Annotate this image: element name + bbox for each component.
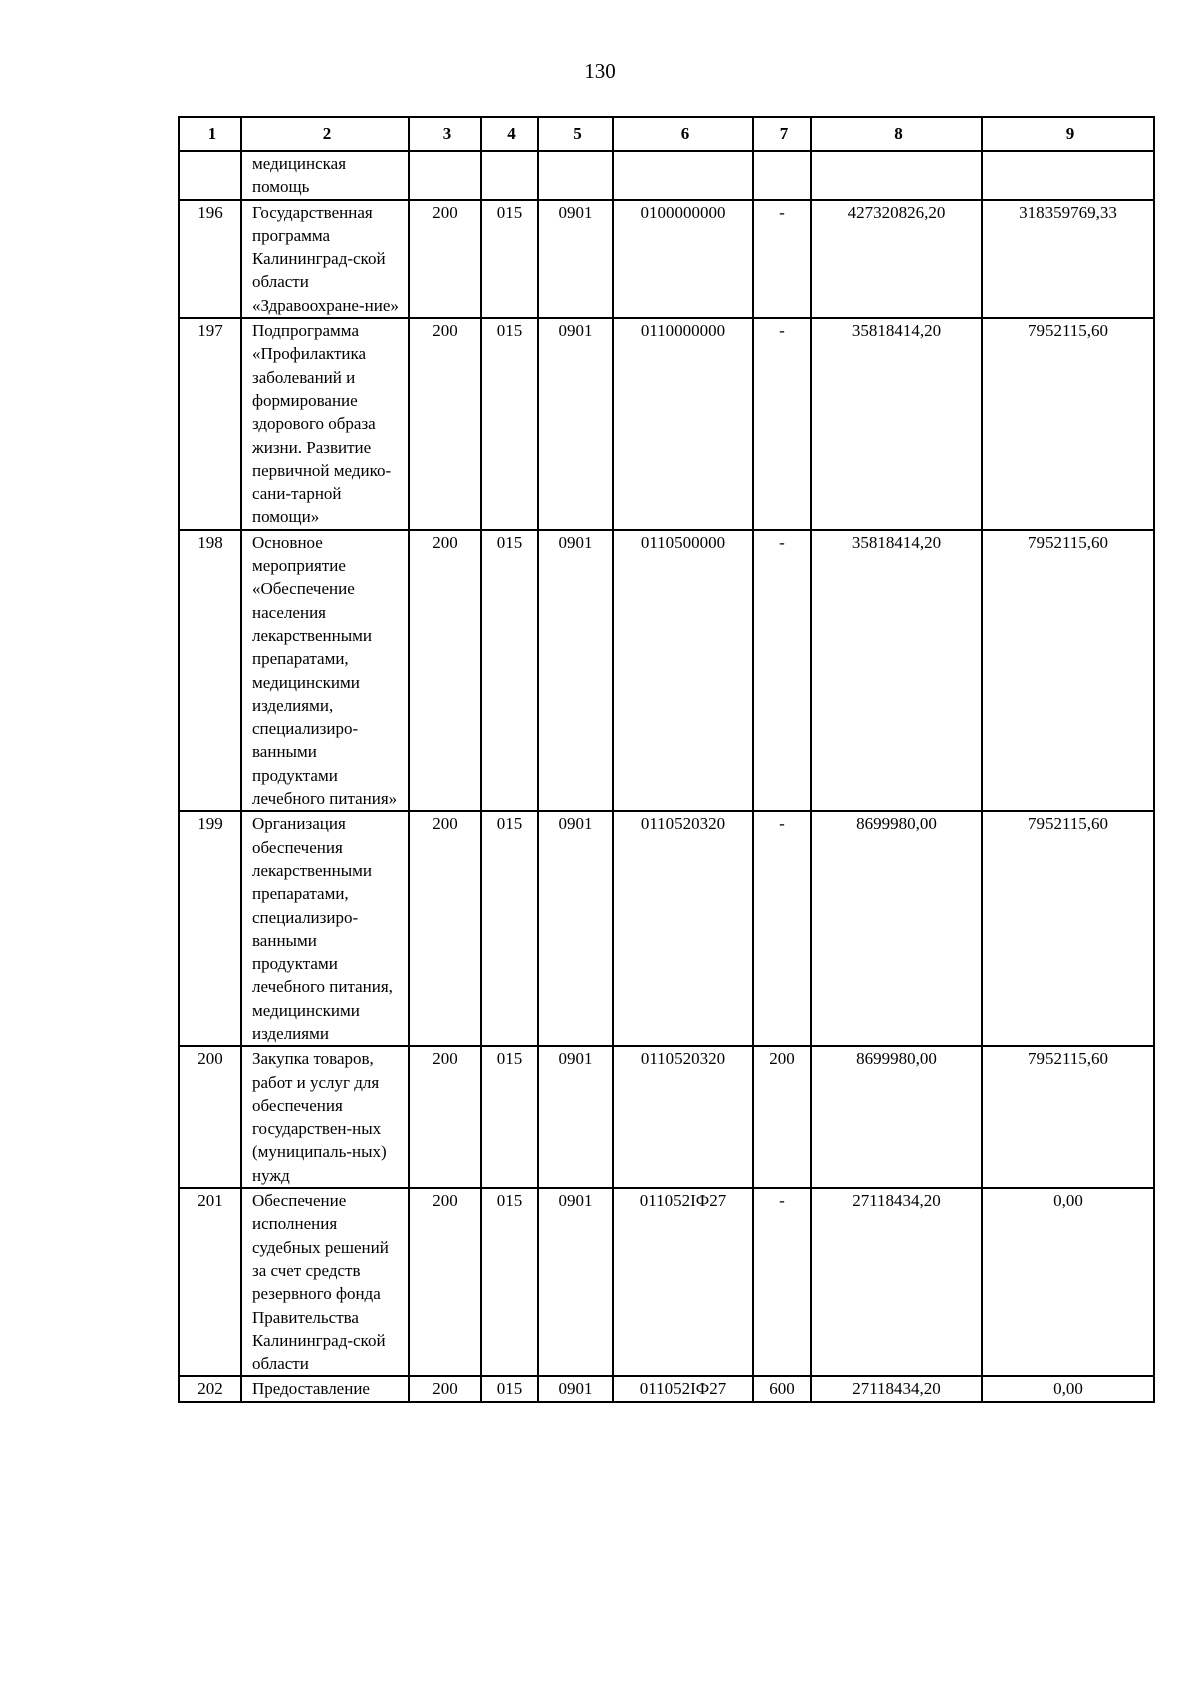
row-cell-9: 7952115,60: [982, 318, 1154, 530]
table-row: [179, 1376, 1154, 1401]
row-cell-5: 0901: [538, 318, 613, 530]
row-cell-6: [613, 151, 753, 200]
row-cell-7: -: [753, 811, 811, 1046]
row-cell-7: -: [753, 200, 811, 318]
row-name-cell: Государственная программа Калининград-ской области «Здравоохране-ние»: [241, 200, 409, 318]
row-cell-5: 0901: [538, 1376, 613, 1401]
row-cell-8: 8699980,00: [811, 811, 982, 1046]
row-cell-4: 015: [481, 1046, 538, 1188]
row-cell-5: 0901: [538, 200, 613, 318]
table-row: [179, 151, 1154, 200]
row-name-cell: Обеспечение исполнения судебных решений за счет средств резервного фонда Правительства Калининград-ской области: [241, 1188, 409, 1376]
row-cell-4: 015: [481, 318, 538, 530]
row-cell-8: 427320826,20: [811, 200, 982, 318]
header-cell-3: 3: [409, 117, 481, 151]
row-name-cell: Основное мероприятие «Обеспечение населения лекарственными препаратами, медицинскими изделиями, специализиро-ванными продуктами лечебного питания»: [241, 530, 409, 812]
row-name-cell: Закупка товаров, работ и услуг для обеспечения государствен-ных (муниципаль-ных) нужд: [241, 1046, 409, 1188]
row-cell-7: 600: [753, 1376, 811, 1401]
page-number: 130: [584, 59, 616, 83]
header-cell-9: 9: [982, 117, 1154, 151]
row-number-cell: 197: [179, 318, 241, 530]
row-cell-9: 7952115,60: [982, 811, 1154, 1046]
row-cell-9: [982, 151, 1154, 200]
row-cell-4: 015: [481, 1376, 538, 1401]
row-cell-9: 7952115,60: [982, 1046, 1154, 1188]
row-cell-5: 0901: [538, 1046, 613, 1188]
row-name-cell: медицинская помощь: [241, 151, 409, 200]
row-cell-4: 015: [481, 200, 538, 318]
row-cell-9: 0,00: [982, 1376, 1154, 1401]
table-row: [179, 1046, 1154, 1188]
table-row: [179, 200, 1154, 318]
row-cell-5: 0901: [538, 530, 613, 812]
row-cell-6: 0110520320: [613, 1046, 753, 1188]
row-cell-8: 8699980,00: [811, 1046, 982, 1188]
header-cell-6: 6: [613, 117, 753, 151]
table-row: [179, 530, 1154, 812]
row-number-cell: 201: [179, 1188, 241, 1376]
header-cell-1: 1: [179, 117, 241, 151]
row-cell-4: [481, 151, 538, 200]
row-cell-8: 27118434,20: [811, 1188, 982, 1376]
row-cell-7: -: [753, 1188, 811, 1376]
row-cell-3: 200: [409, 200, 481, 318]
row-cell-3: 200: [409, 530, 481, 812]
header-cell-5: 5: [538, 117, 613, 151]
row-cell-3: 200: [409, 318, 481, 530]
row-number-cell: 200: [179, 1046, 241, 1188]
table-row: [179, 1188, 1154, 1376]
row-cell-3: 200: [409, 1376, 481, 1401]
table-row: [179, 811, 1154, 1046]
row-cell-4: 015: [481, 811, 538, 1046]
row-number-cell: 196: [179, 200, 241, 318]
row-name-cell: Подпрограмма «Профилактика заболеваний и формирование здорового образа жизни. Развитие первичной медико-сани-тарной помощи»: [241, 318, 409, 530]
row-cell-5: 0901: [538, 811, 613, 1046]
row-name-cell: Организация обеспечения лекарственными препаратами, специализиро-ванными продуктами лечебного питания, медицинскими изделиями: [241, 811, 409, 1046]
row-cell-9: 0,00: [982, 1188, 1154, 1376]
row-cell-7: [753, 151, 811, 200]
row-cell-4: 015: [481, 1188, 538, 1376]
row-cell-5: 0901: [538, 1188, 613, 1376]
header-cell-8: 8: [811, 117, 982, 151]
row-cell-9: 7952115,60: [982, 530, 1154, 812]
row-cell-7: 200: [753, 1046, 811, 1188]
header-row: [179, 117, 1154, 151]
header-cell-4: 4: [481, 117, 538, 151]
row-cell-8: 35818414,20: [811, 318, 982, 530]
row-cell-6: 011052IФ27: [613, 1376, 753, 1401]
row-cell-8: [811, 151, 982, 200]
row-number-cell: 199: [179, 811, 241, 1046]
row-cell-6: 0110000000: [613, 318, 753, 530]
header-cell-7: 7: [753, 117, 811, 151]
row-cell-8: 27118434,20: [811, 1376, 982, 1401]
row-cell-6: 0110500000: [613, 530, 753, 812]
row-cell-5: [538, 151, 613, 200]
row-cell-4: 015: [481, 530, 538, 812]
row-cell-3: 200: [409, 1188, 481, 1376]
row-cell-8: 35818414,20: [811, 530, 982, 812]
table-row: [179, 318, 1154, 530]
row-cell-3: 200: [409, 811, 481, 1046]
row-name-cell: Предоставление: [241, 1376, 409, 1401]
row-cell-9: 318359769,33: [982, 200, 1154, 318]
budget-table: [178, 116, 1155, 1403]
table-header: [179, 117, 1154, 151]
row-cell-6: 0110520320: [613, 811, 753, 1046]
row-number-cell: 202: [179, 1376, 241, 1401]
table-body: [179, 151, 1154, 1402]
row-cell-3: [409, 151, 481, 200]
header-cell-2: 2: [241, 117, 409, 151]
row-cell-3: 200: [409, 1046, 481, 1188]
row-number-cell: 198: [179, 530, 241, 812]
row-cell-6: 011052IФ27: [613, 1188, 753, 1376]
row-cell-7: -: [753, 530, 811, 812]
row-number-cell: [179, 151, 241, 200]
row-cell-6: 0100000000: [613, 200, 753, 318]
row-cell-7: -: [753, 318, 811, 530]
